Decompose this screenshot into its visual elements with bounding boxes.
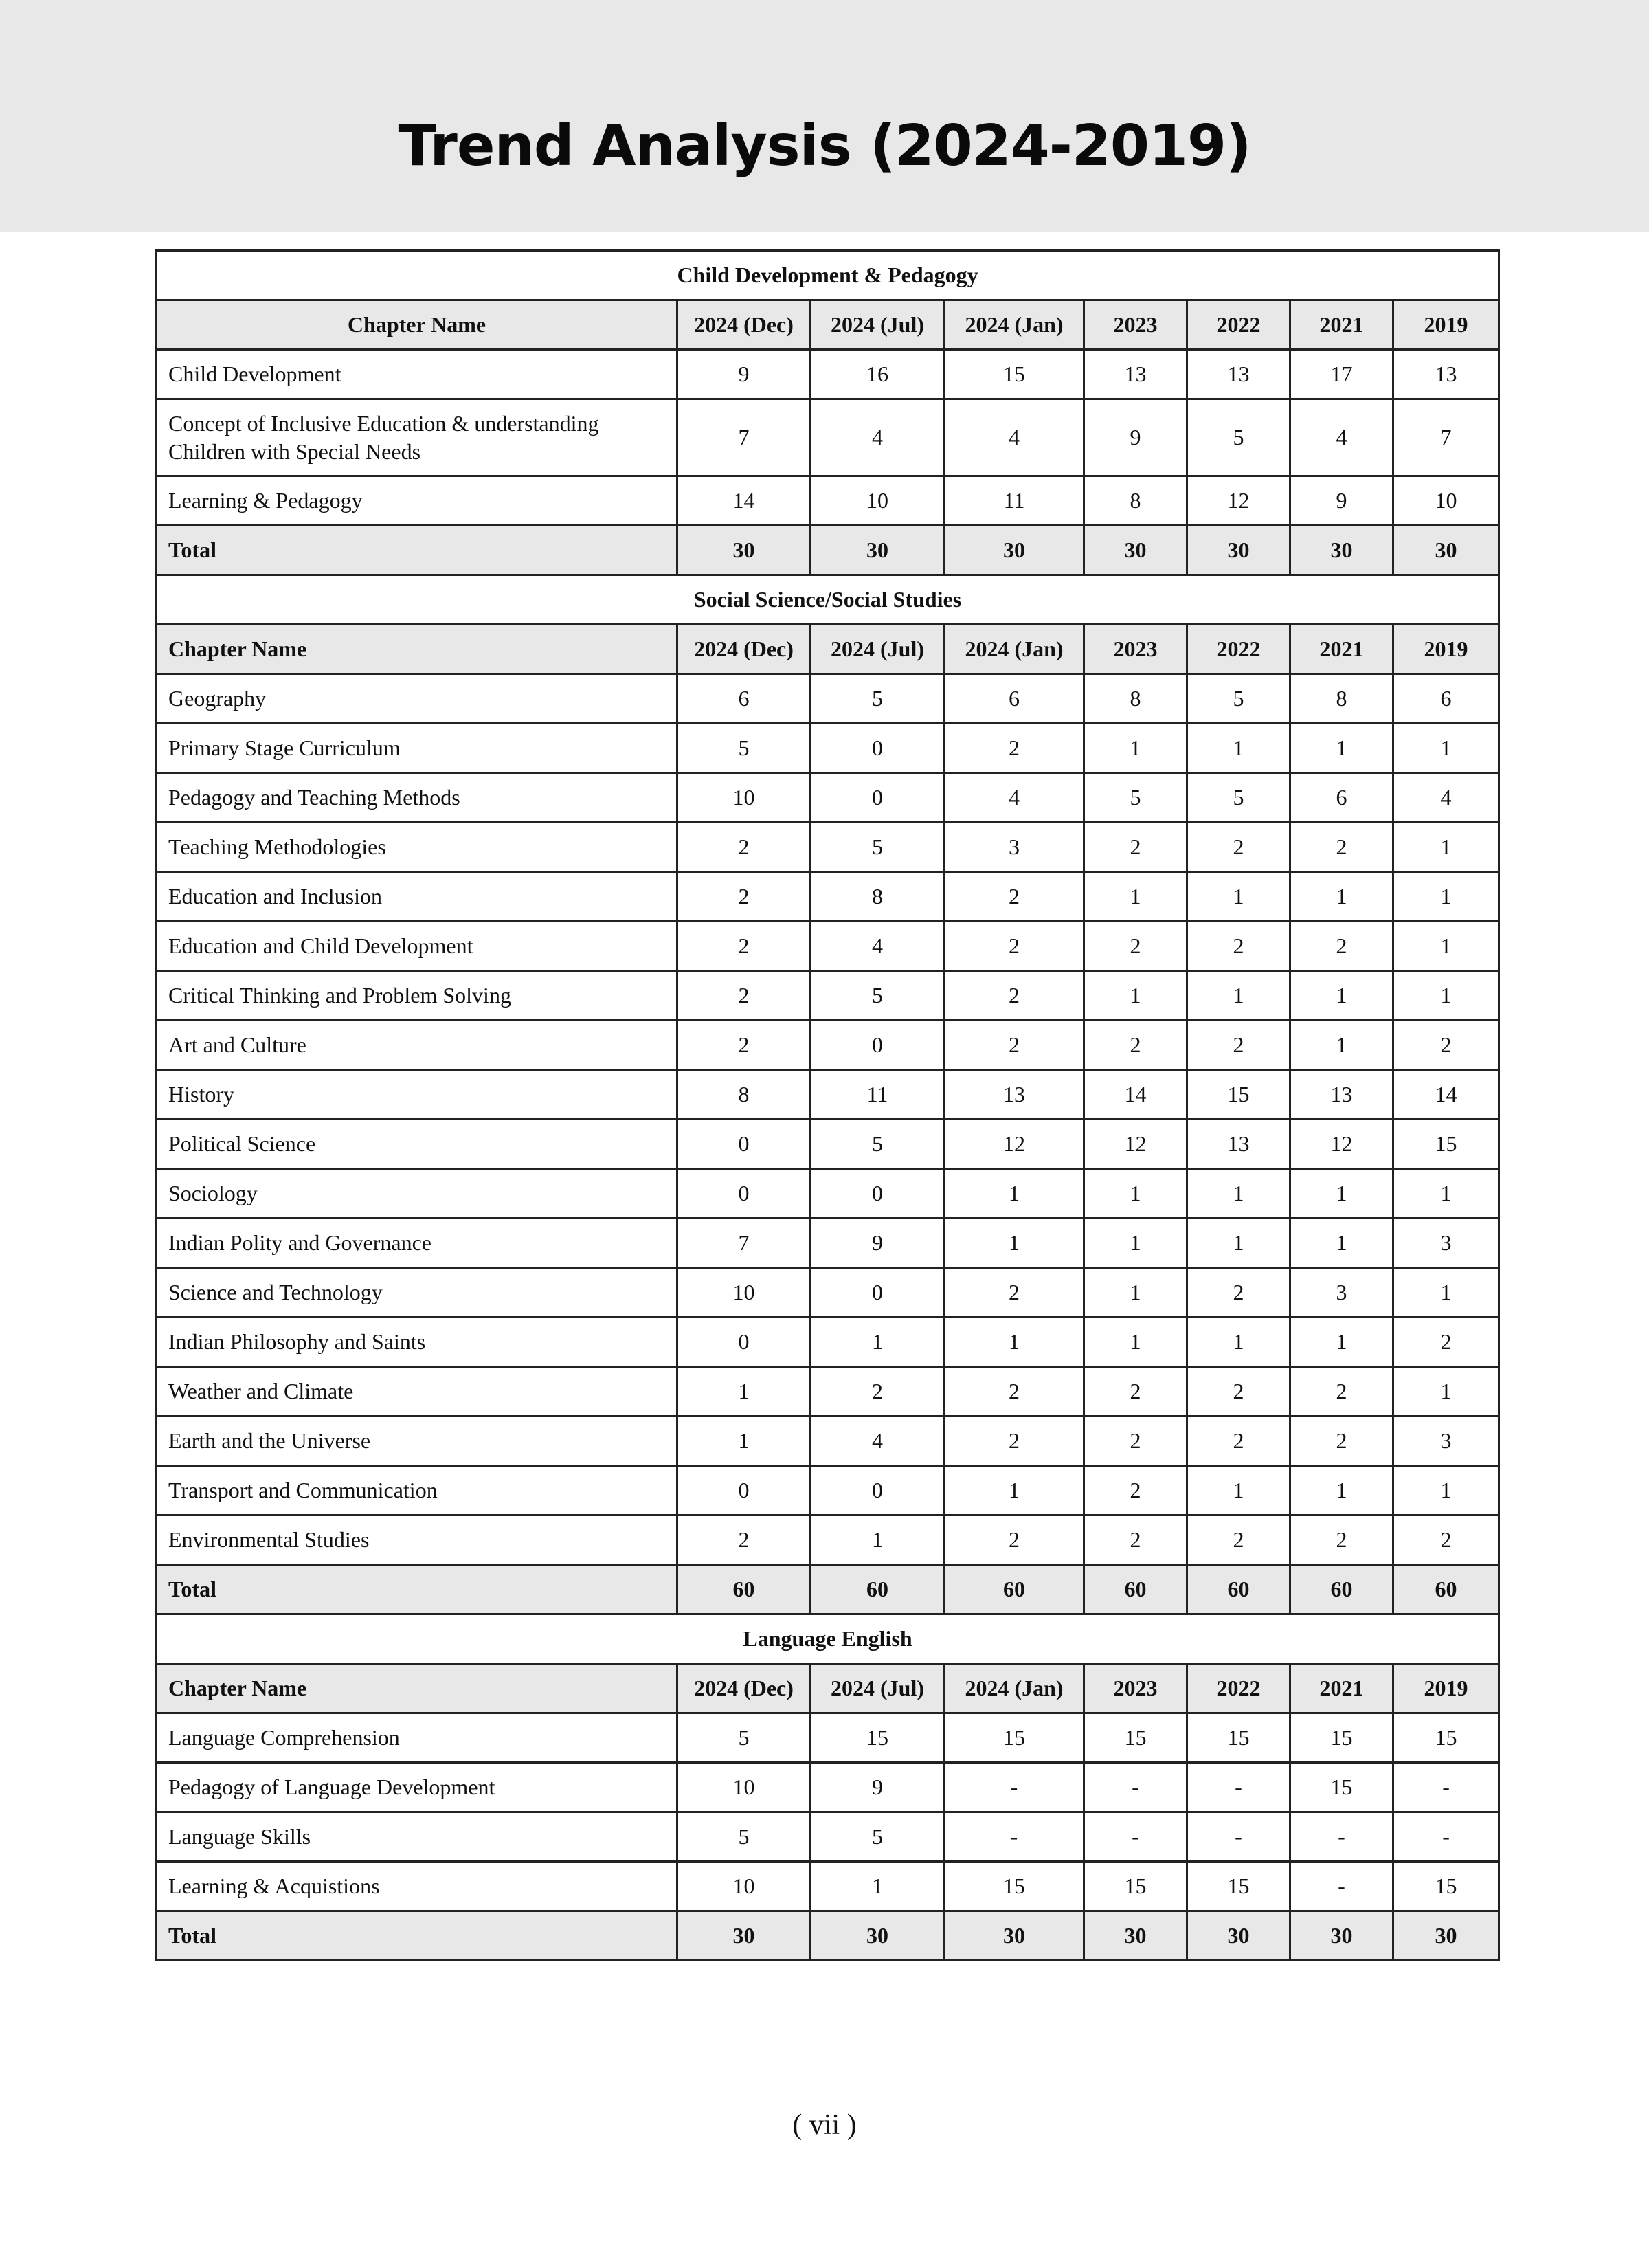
value-cell: 1 xyxy=(1393,922,1499,971)
table-row xyxy=(157,724,1499,773)
value-cell: 9 xyxy=(1084,399,1187,476)
chapter-name-cell: Critical Thinking and Problem Solving xyxy=(157,971,677,1021)
value-cell: 1 xyxy=(1290,872,1393,922)
total-row xyxy=(157,1565,1499,1614)
table-row xyxy=(157,1763,1499,1812)
value-cell: 1 xyxy=(1187,1219,1290,1268)
value-cell: 3 xyxy=(1393,1416,1499,1466)
value-cell: - xyxy=(1393,1763,1499,1812)
value-cell: 12 xyxy=(1084,1120,1187,1169)
total-value-cell: 30 xyxy=(945,526,1084,575)
value-cell: 2 xyxy=(1084,1367,1187,1416)
value-cell: 14 xyxy=(1084,1070,1187,1120)
chapter-name-cell: Science and Technology xyxy=(157,1268,677,1318)
value-cell: 1 xyxy=(945,1169,1084,1219)
chapter-name-cell: Pedagogy of Language Development xyxy=(157,1763,677,1812)
value-cell: 2 xyxy=(1084,922,1187,971)
column-header-period: 2023 xyxy=(1084,1664,1187,1713)
value-cell: 2 xyxy=(1187,922,1290,971)
value-cell: 1 xyxy=(1290,724,1393,773)
value-cell: 0 xyxy=(811,724,945,773)
column-header-period: 2022 xyxy=(1187,1664,1290,1713)
chapter-name-cell: Sociology xyxy=(157,1169,677,1219)
value-cell: - xyxy=(1084,1763,1187,1812)
value-cell: 6 xyxy=(1290,773,1393,823)
value-cell: 5 xyxy=(677,724,811,773)
value-cell: 2 xyxy=(1290,823,1393,872)
table-row xyxy=(157,1219,1499,1268)
value-cell: 2 xyxy=(945,1515,1084,1565)
chapter-name-cell: Weather and Climate xyxy=(157,1367,677,1416)
value-cell: 5 xyxy=(677,1713,811,1763)
value-cell: 11 xyxy=(811,1070,945,1120)
chapter-name-cell: Teaching Methodologies xyxy=(157,823,677,872)
value-cell: 1 xyxy=(1393,971,1499,1021)
value-cell: 0 xyxy=(811,1169,945,1219)
value-cell: 10 xyxy=(677,1862,811,1911)
value-cell: 5 xyxy=(811,1120,945,1169)
column-header-period: 2024 (Jul) xyxy=(811,1664,945,1713)
value-cell: 5 xyxy=(811,971,945,1021)
value-cell: 13 xyxy=(1393,350,1499,399)
table-row xyxy=(157,1416,1499,1466)
value-cell: 1 xyxy=(1084,724,1187,773)
value-cell: 10 xyxy=(677,773,811,823)
column-header-period: 2024 (Jul) xyxy=(811,625,945,674)
total-value-cell: 60 xyxy=(1084,1565,1187,1614)
table-body xyxy=(157,251,1499,1961)
value-cell: 2 xyxy=(677,1021,811,1070)
section-title: Social Science/Social Studies xyxy=(157,575,1499,625)
value-cell: 6 xyxy=(1393,674,1499,724)
value-cell: 1 xyxy=(1290,1318,1393,1367)
value-cell: 1 xyxy=(945,1219,1084,1268)
column-header-period: 2023 xyxy=(1084,300,1187,350)
chapter-name-cell: Art and Culture xyxy=(157,1021,677,1070)
value-cell: 4 xyxy=(1290,399,1393,476)
table-row xyxy=(157,1862,1499,1911)
value-cell: 2 xyxy=(945,1416,1084,1466)
value-cell: 7 xyxy=(677,1219,811,1268)
column-header-period: 2021 xyxy=(1290,1664,1393,1713)
value-cell: 15 xyxy=(1187,1862,1290,1911)
section-title: Language English xyxy=(157,1614,1499,1664)
value-cell: 1 xyxy=(1393,724,1499,773)
value-cell: 12 xyxy=(945,1120,1084,1169)
value-cell: 4 xyxy=(811,922,945,971)
value-cell: 2 xyxy=(1084,823,1187,872)
table-row xyxy=(157,1021,1499,1070)
total-value-cell: 30 xyxy=(1084,1911,1187,1961)
value-cell: 10 xyxy=(677,1268,811,1318)
value-cell: 2 xyxy=(945,1021,1084,1070)
value-cell: 1 xyxy=(677,1416,811,1466)
chapter-name-cell: Language Comprehension xyxy=(157,1713,677,1763)
value-cell: 2 xyxy=(1290,922,1393,971)
total-value-cell: 30 xyxy=(811,1911,945,1961)
value-cell: 5 xyxy=(677,1812,811,1862)
section-title-row xyxy=(157,251,1499,300)
value-cell: 4 xyxy=(945,773,1084,823)
total-value-cell: 60 xyxy=(677,1565,811,1614)
total-value-cell: 60 xyxy=(1290,1565,1393,1614)
value-cell: 1 xyxy=(1393,1268,1499,1318)
value-cell: 0 xyxy=(677,1120,811,1169)
chapter-name-cell: History xyxy=(157,1070,677,1120)
value-cell: 14 xyxy=(1393,1070,1499,1120)
value-cell: 2 xyxy=(945,724,1084,773)
value-cell: 0 xyxy=(677,1466,811,1515)
value-cell: 13 xyxy=(945,1070,1084,1120)
chapter-name-cell: Learning & Acquistions xyxy=(157,1862,677,1911)
chapter-name-cell: Education and Child Development xyxy=(157,922,677,971)
value-cell: 0 xyxy=(677,1169,811,1219)
value-cell: 2 xyxy=(1187,1416,1290,1466)
value-cell: - xyxy=(1393,1812,1499,1862)
value-cell: 15 xyxy=(945,350,1084,399)
value-cell: 1 xyxy=(945,1318,1084,1367)
value-cell: 12 xyxy=(1187,476,1290,526)
value-cell: 15 xyxy=(945,1713,1084,1763)
value-cell: 4 xyxy=(811,1416,945,1466)
chapter-name-cell: Education and Inclusion xyxy=(157,872,677,922)
page-number: ( vii ) xyxy=(792,2109,857,2141)
column-header-chapter-name: Chapter Name xyxy=(157,625,677,674)
value-cell: 15 xyxy=(1393,1120,1499,1169)
value-cell: 5 xyxy=(1187,773,1290,823)
total-value-cell: 60 xyxy=(811,1565,945,1614)
value-cell: 2 xyxy=(1290,1367,1393,1416)
value-cell: 10 xyxy=(677,1763,811,1812)
value-cell: 11 xyxy=(945,476,1084,526)
column-header-period: 2023 xyxy=(1084,625,1187,674)
value-cell: 1 xyxy=(1084,1318,1187,1367)
value-cell: 2 xyxy=(1187,1021,1290,1070)
value-cell: 3 xyxy=(1290,1268,1393,1318)
value-cell: 1 xyxy=(1393,872,1499,922)
value-cell: 2 xyxy=(945,971,1084,1021)
total-value-cell: 30 xyxy=(1393,526,1499,575)
value-cell: 2 xyxy=(1290,1416,1393,1466)
total-label: Total xyxy=(157,1911,677,1961)
chapter-name-cell: Concept of Inclusive Education & understanding Children with Special Needs xyxy=(157,399,677,476)
chapter-name-cell: Indian Philosophy and Saints xyxy=(157,1318,677,1367)
value-cell: 8 xyxy=(1290,674,1393,724)
column-header-chapter-name: Chapter Name xyxy=(157,300,677,350)
value-cell: 1 xyxy=(1290,1169,1393,1219)
value-cell: 15 xyxy=(1187,1713,1290,1763)
value-cell: 15 xyxy=(1290,1713,1393,1763)
value-cell: 2 xyxy=(1187,823,1290,872)
total-value-cell: 30 xyxy=(1084,526,1187,575)
value-cell: 7 xyxy=(1393,399,1499,476)
value-cell: 2 xyxy=(811,1367,945,1416)
value-cell: 0 xyxy=(811,773,945,823)
value-cell: 0 xyxy=(811,1466,945,1515)
table-row xyxy=(157,1466,1499,1515)
total-value-cell: 30 xyxy=(1187,526,1290,575)
chapter-name-cell: Earth and the Universe xyxy=(157,1416,677,1466)
table-row xyxy=(157,1268,1499,1318)
value-cell: 2 xyxy=(1084,1416,1187,1466)
value-cell: 5 xyxy=(811,1812,945,1862)
value-cell: 1 xyxy=(1084,1268,1187,1318)
value-cell: 1 xyxy=(811,1318,945,1367)
value-cell: 2 xyxy=(1187,1367,1290,1416)
value-cell: 8 xyxy=(1084,674,1187,724)
value-cell: 9 xyxy=(1290,476,1393,526)
value-cell: 2 xyxy=(1187,1515,1290,1565)
table-row xyxy=(157,773,1499,823)
table-row xyxy=(157,1515,1499,1565)
section-title-row xyxy=(157,575,1499,625)
value-cell: 4 xyxy=(811,399,945,476)
total-value-cell: 30 xyxy=(1290,1911,1393,1961)
column-header-period: 2024 (Dec) xyxy=(677,1664,811,1713)
value-cell: 2 xyxy=(1290,1515,1393,1565)
chapter-name-cell: Geography xyxy=(157,674,677,724)
total-value-cell: 60 xyxy=(945,1565,1084,1614)
value-cell: 15 xyxy=(811,1713,945,1763)
value-cell: 5 xyxy=(1187,674,1290,724)
total-value-cell: 30 xyxy=(1393,1911,1499,1961)
total-value-cell: 30 xyxy=(1187,1911,1290,1961)
column-header-period: 2024 (Jan) xyxy=(945,300,1084,350)
value-cell: 2 xyxy=(1084,1515,1187,1565)
value-cell: 15 xyxy=(945,1862,1084,1911)
value-cell: 1 xyxy=(1290,1021,1393,1070)
value-cell: 0 xyxy=(677,1318,811,1367)
value-cell: 1 xyxy=(1084,1219,1187,1268)
value-cell: 1 xyxy=(1290,971,1393,1021)
value-cell: 6 xyxy=(677,674,811,724)
total-value-cell: 30 xyxy=(1290,526,1393,575)
value-cell: 2 xyxy=(945,872,1084,922)
table-row xyxy=(157,1812,1499,1862)
value-cell: 1 xyxy=(945,1466,1084,1515)
value-cell: 0 xyxy=(811,1268,945,1318)
value-cell: 10 xyxy=(811,476,945,526)
value-cell: - xyxy=(1084,1812,1187,1862)
value-cell: - xyxy=(945,1812,1084,1862)
value-cell: - xyxy=(945,1763,1084,1812)
value-cell: 7 xyxy=(677,399,811,476)
column-header-period: 2019 xyxy=(1393,625,1499,674)
value-cell: 1 xyxy=(1187,1169,1290,1219)
column-header-period: 2022 xyxy=(1187,625,1290,674)
value-cell: 3 xyxy=(945,823,1084,872)
value-cell: 2 xyxy=(1187,1268,1290,1318)
chapter-name-cell: Learning & Pedagogy xyxy=(157,476,677,526)
table-row xyxy=(157,674,1499,724)
value-cell: 2 xyxy=(677,922,811,971)
value-cell: 4 xyxy=(945,399,1084,476)
value-cell: 9 xyxy=(811,1763,945,1812)
value-cell: 1 xyxy=(1084,971,1187,1021)
value-cell: 9 xyxy=(811,1219,945,1268)
value-cell: 2 xyxy=(677,823,811,872)
value-cell: 1 xyxy=(1290,1219,1393,1268)
table-row xyxy=(157,350,1499,399)
value-cell: 5 xyxy=(811,674,945,724)
table-row xyxy=(157,823,1499,872)
value-cell: - xyxy=(1187,1763,1290,1812)
total-value-cell: 30 xyxy=(677,1911,811,1961)
chapter-name-cell: Child Development xyxy=(157,350,677,399)
column-header-chapter-name: Chapter Name xyxy=(157,1664,677,1713)
value-cell: 1 xyxy=(1393,1169,1499,1219)
table-row xyxy=(157,1120,1499,1169)
table-row xyxy=(157,1367,1499,1416)
value-cell: 1 xyxy=(1187,724,1290,773)
column-header-row xyxy=(157,625,1499,674)
total-label: Total xyxy=(157,1565,677,1614)
value-cell: 2 xyxy=(677,1515,811,1565)
value-cell: 13 xyxy=(1187,1120,1290,1169)
column-header-period: 2019 xyxy=(1393,1664,1499,1713)
page-title: Trend Analysis (2024-2019) xyxy=(398,113,1251,179)
value-cell: 1 xyxy=(1393,1367,1499,1416)
chapter-name-cell: Language Skills xyxy=(157,1812,677,1862)
table-row xyxy=(157,1070,1499,1120)
column-header-period: 2024 (Dec) xyxy=(677,625,811,674)
value-cell: 2 xyxy=(1393,1318,1499,1367)
value-cell: 15 xyxy=(1187,1070,1290,1120)
total-value-cell: 30 xyxy=(677,526,811,575)
column-header-period: 2022 xyxy=(1187,300,1290,350)
chapter-name-cell: Primary Stage Curriculum xyxy=(157,724,677,773)
table-row xyxy=(157,399,1499,476)
chapter-name-cell: Transport and Communication xyxy=(157,1466,677,1515)
total-value-cell: 60 xyxy=(1393,1565,1499,1614)
value-cell: 1 xyxy=(1290,1466,1393,1515)
table-row xyxy=(157,922,1499,971)
value-cell: 2 xyxy=(677,872,811,922)
chapter-name-cell: Pedagogy and Teaching Methods xyxy=(157,773,677,823)
value-cell: 8 xyxy=(811,872,945,922)
total-value-cell: 30 xyxy=(811,526,945,575)
trend-analysis-table xyxy=(155,249,1500,1961)
value-cell: - xyxy=(1290,1812,1393,1862)
value-cell: 9 xyxy=(677,350,811,399)
total-value-cell: 60 xyxy=(1187,1565,1290,1614)
value-cell: 15 xyxy=(1393,1713,1499,1763)
table-row xyxy=(157,1318,1499,1367)
value-cell: 2 xyxy=(1393,1021,1499,1070)
total-value-cell: 30 xyxy=(945,1911,1084,1961)
value-cell: 2 xyxy=(1084,1021,1187,1070)
value-cell: 1 xyxy=(1187,1466,1290,1515)
value-cell: 2 xyxy=(945,1268,1084,1318)
value-cell: 15 xyxy=(1084,1862,1187,1911)
column-header-period: 2024 (Jan) xyxy=(945,625,1084,674)
value-cell: 15 xyxy=(1393,1862,1499,1911)
column-header-period: 2024 (Jul) xyxy=(811,300,945,350)
chapter-name-cell: Political Science xyxy=(157,1120,677,1169)
value-cell: 10 xyxy=(1393,476,1499,526)
value-cell: 1 xyxy=(811,1862,945,1911)
section-title-row xyxy=(157,1614,1499,1664)
value-cell: 1 xyxy=(1187,971,1290,1021)
value-cell: 2 xyxy=(1084,1466,1187,1515)
value-cell: 16 xyxy=(811,350,945,399)
value-cell: 2 xyxy=(945,1367,1084,1416)
total-label: Total xyxy=(157,526,677,575)
value-cell: 1 xyxy=(677,1367,811,1416)
value-cell: 5 xyxy=(811,823,945,872)
value-cell: 2 xyxy=(945,922,1084,971)
column-header-period: 2024 (Jan) xyxy=(945,1664,1084,1713)
chapter-name-cell: Indian Polity and Governance xyxy=(157,1219,677,1268)
value-cell: 13 xyxy=(1187,350,1290,399)
value-cell: 1 xyxy=(1187,1318,1290,1367)
total-row xyxy=(157,526,1499,575)
value-cell: 3 xyxy=(1393,1219,1499,1268)
value-cell: 1 xyxy=(1393,1466,1499,1515)
value-cell: 8 xyxy=(1084,476,1187,526)
value-cell: 1 xyxy=(1084,1169,1187,1219)
value-cell: 2 xyxy=(677,971,811,1021)
value-cell: 1 xyxy=(1187,872,1290,922)
total-row xyxy=(157,1911,1499,1961)
value-cell: 8 xyxy=(677,1070,811,1120)
column-header-row xyxy=(157,1664,1499,1713)
value-cell: 17 xyxy=(1290,350,1393,399)
column-header-period: 2019 xyxy=(1393,300,1499,350)
value-cell: 1 xyxy=(1393,823,1499,872)
column-header-row xyxy=(157,300,1499,350)
value-cell: 5 xyxy=(1084,773,1187,823)
value-cell: 13 xyxy=(1290,1070,1393,1120)
table-row xyxy=(157,971,1499,1021)
value-cell: 1 xyxy=(1084,872,1187,922)
column-header-period: 2021 xyxy=(1290,625,1393,674)
value-cell: 13 xyxy=(1084,350,1187,399)
value-cell: 0 xyxy=(811,1021,945,1070)
column-header-period: 2021 xyxy=(1290,300,1393,350)
table-row xyxy=(157,872,1499,922)
table-row xyxy=(157,476,1499,526)
value-cell: 15 xyxy=(1290,1763,1393,1812)
value-cell: 14 xyxy=(677,476,811,526)
value-cell: 5 xyxy=(1187,399,1290,476)
value-cell: 4 xyxy=(1393,773,1499,823)
value-cell: - xyxy=(1187,1812,1290,1862)
chapter-name-cell: Environmental Studies xyxy=(157,1515,677,1565)
value-cell: - xyxy=(1290,1862,1393,1911)
table-row xyxy=(157,1713,1499,1763)
value-cell: 15 xyxy=(1084,1713,1187,1763)
section-title: Child Development & Pedagogy xyxy=(157,251,1499,300)
column-header-period: 2024 (Dec) xyxy=(677,300,811,350)
value-cell: 12 xyxy=(1290,1120,1393,1169)
value-cell: 1 xyxy=(811,1515,945,1565)
table-row xyxy=(157,1169,1499,1219)
value-cell: 2 xyxy=(1393,1515,1499,1565)
value-cell: 6 xyxy=(945,674,1084,724)
